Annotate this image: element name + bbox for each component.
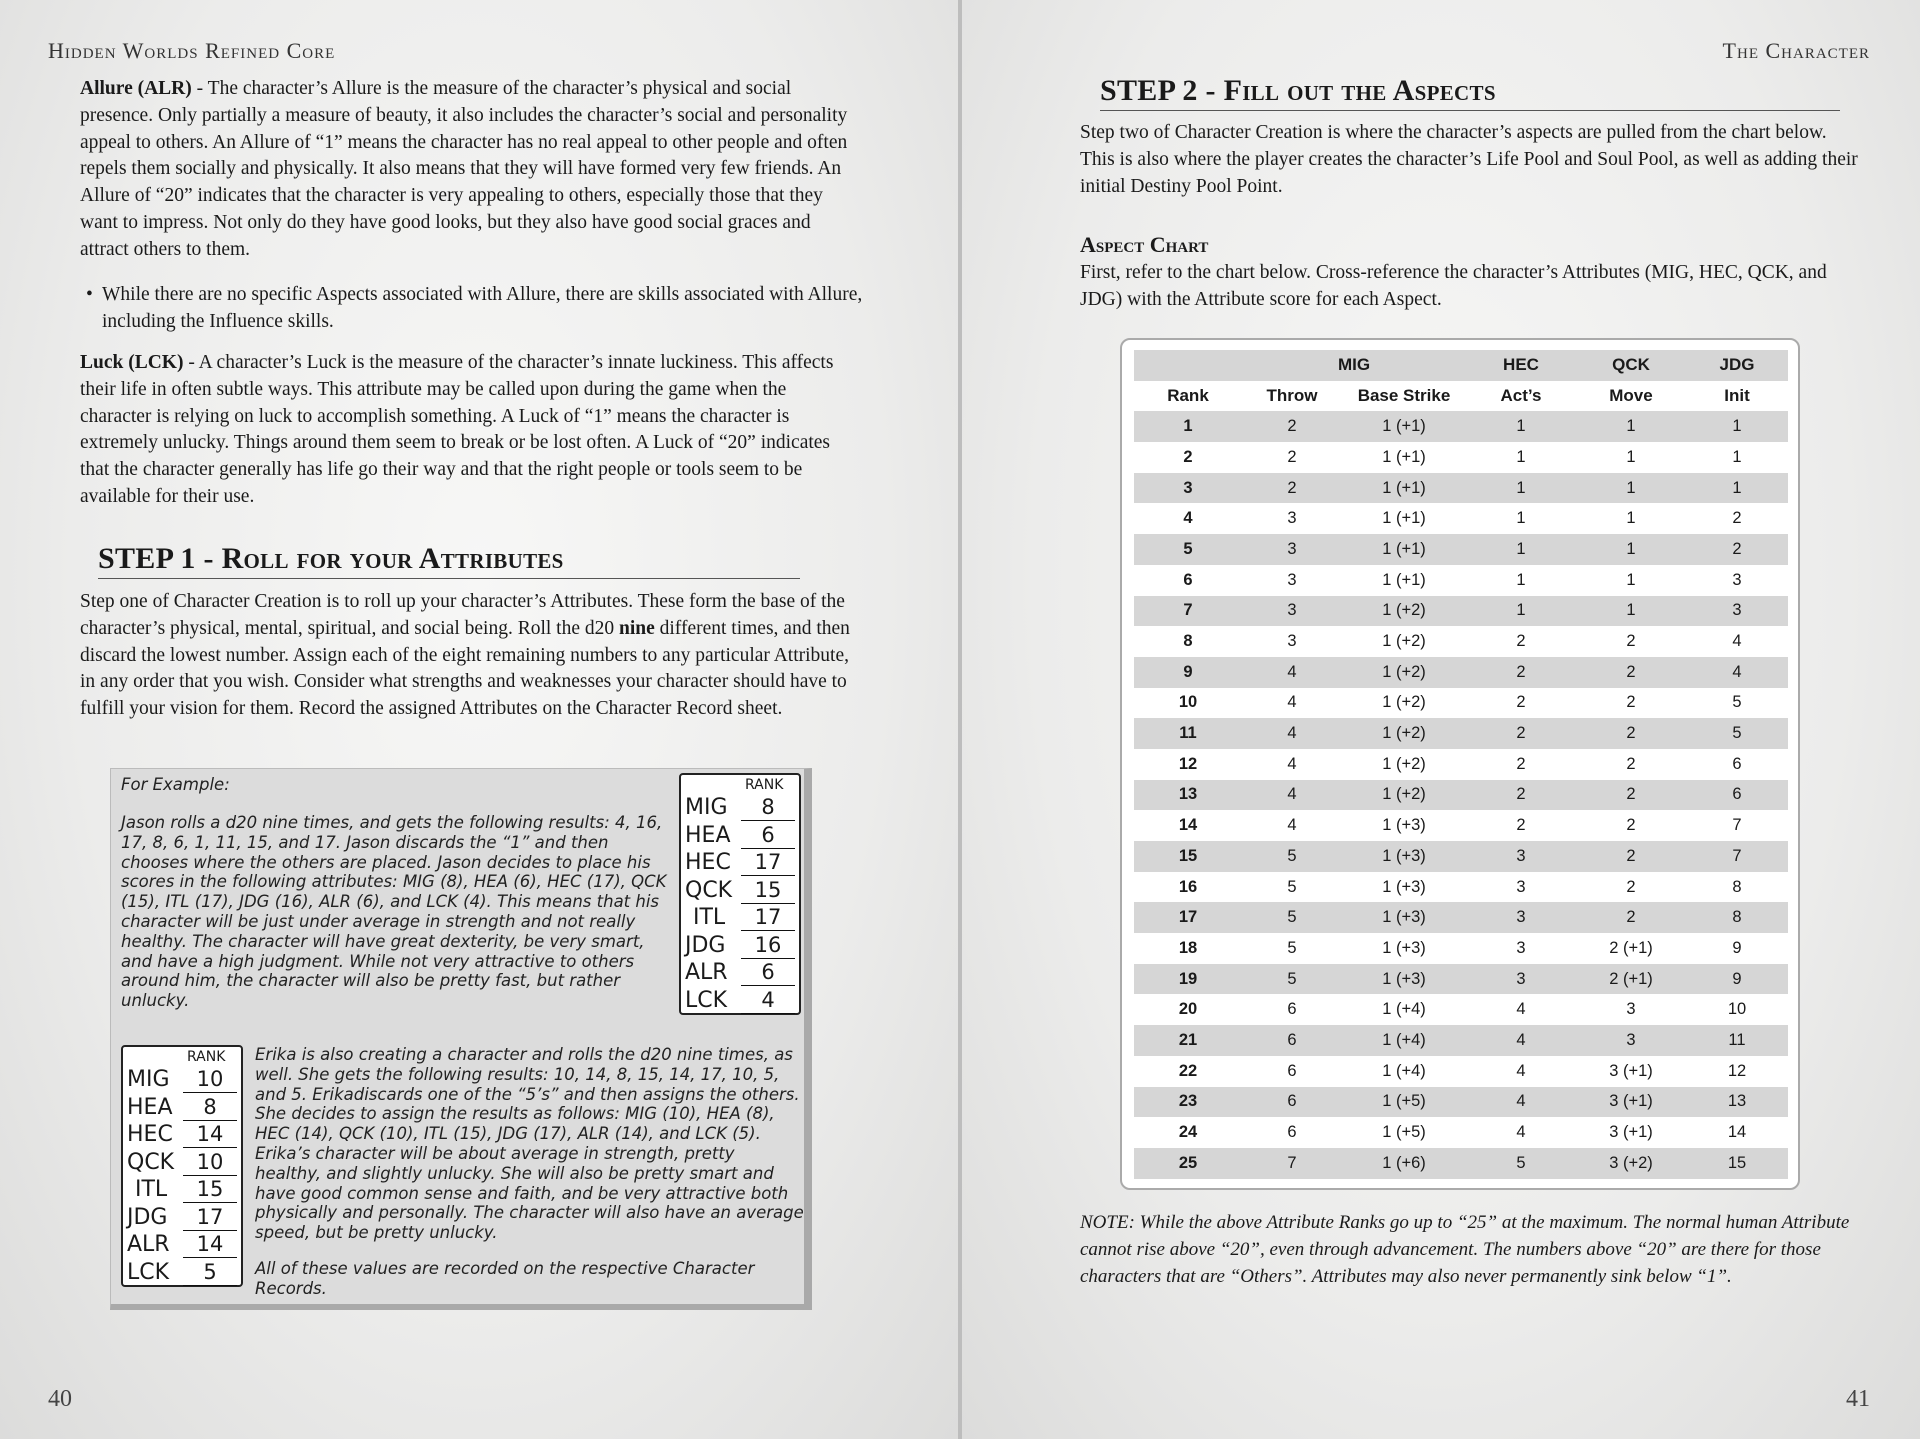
cell-init: 7 — [1686, 841, 1788, 872]
rank-card-value: 10 — [183, 1065, 237, 1093]
table-row — [1134, 964, 1788, 995]
cell-rank: 3 — [1134, 473, 1242, 504]
rank-card-value: 6 — [741, 821, 795, 849]
col-header-init: Init — [1724, 386, 1750, 406]
cell-rank: 11 — [1134, 718, 1242, 749]
rank-card-attr: MIG — [685, 795, 728, 820]
rank-card-attr: ITL — [693, 905, 726, 930]
cell-base-strike: 1 (+3) — [1342, 964, 1466, 995]
cell-throw: 6 — [1242, 1025, 1342, 1056]
cell-base-strike: 1 (+1) — [1382, 509, 1426, 528]
rank-card-value: 8 — [183, 1093, 237, 1121]
running-head-right: The Character — [1722, 38, 1870, 63]
cell-acts: 1 — [1516, 447, 1526, 466]
table-row — [1134, 688, 1788, 719]
cell-throw: 2 — [1287, 447, 1297, 466]
cell-rank: 1 — [1134, 411, 1242, 442]
cell-base-strike: 1 (+4) — [1342, 1025, 1466, 1056]
cell-base-strike: 1 (+3) — [1342, 841, 1466, 872]
cell-move: 1 — [1626, 570, 1636, 589]
cell-move: 2 — [1626, 693, 1636, 712]
table-row — [1134, 902, 1788, 933]
cell-acts: 3 — [1466, 964, 1576, 995]
cell-base-strike: 1 (+3) — [1382, 877, 1426, 896]
cell-base-strike: 1 (+2) — [1382, 632, 1426, 651]
cell-acts: 1 — [1466, 534, 1576, 565]
cell-base-strike: 1 (+2) — [1342, 718, 1466, 749]
table-row — [1134, 933, 1788, 964]
table-row — [1134, 994, 1788, 1025]
cell-acts: 2 — [1466, 780, 1576, 811]
cell-rank: 21 — [1134, 1025, 1242, 1056]
table-row — [1134, 596, 1788, 627]
cell-acts: 1 — [1516, 570, 1526, 589]
cell-throw: 3 — [1287, 632, 1297, 651]
col-header-move: Move — [1609, 386, 1653, 406]
table-row — [1134, 1148, 1788, 1179]
cell-init: 2 — [1686, 534, 1788, 565]
cell-acts: 3 — [1466, 841, 1576, 872]
allure-text: - The character’s Allure is the measure of the character’s physical and social presence. Only partially a measure of beauty, it also includes the character’s social and personality appeal to others. An Allure of “1” means the character has no real appeal to other people and often repels them socially and physically. It also means that they will have formed very few friends. An Allure of “20” indicates that the character is very appealing to others, especially those that they want to impress. Not only do they have good looks, but they also have good social graces and attract others to them. — [80, 78, 848, 260]
cell-base-strike: 1 (+6) — [1342, 1148, 1466, 1179]
erika-example-text: Erika is also creating a character and rolls the d20 nine times, as well. She gets the following results: 10, 14, 8, 15, 14, 17, 10, 5, and 5. Erikadiscards one of the “5’s” and then assigns the others. She decides to assign the results as follows: MIG (10), HEA (8), HEC (14), QCK (10), ITL (15), JDG (17), ALR (14), and LCK (5). Erika’s character will be about average in strength, pretty healthy, and slightly unlucky. She will also be pretty smart and have good common sense and faith, and be very attractive both physically and personally. The character will also have an average speed, but be pretty unlucky. — [255, 1045, 804, 1243]
rank-card-row — [127, 1067, 241, 1095]
cell-rank: 17 — [1134, 902, 1242, 933]
cell-base-strike: 1 (+3) — [1342, 902, 1466, 933]
cell-init: 5 — [1732, 693, 1742, 712]
rank-card-value: 4 — [741, 986, 795, 1014]
cell-rank: 14 — [1178, 816, 1198, 835]
table-row — [1134, 565, 1788, 596]
cell-init: 2 — [1732, 509, 1742, 528]
rank-card-attr: ITL — [135, 1177, 168, 1202]
rank-card-row — [127, 1205, 241, 1233]
cell-init: 3 — [1732, 570, 1742, 589]
rank-card-attr: HEC — [685, 850, 731, 875]
cell-rank: 9 — [1134, 657, 1242, 688]
cell-init: 8 — [1732, 877, 1742, 896]
step1-heading: STEP 1 - Roll for your Attributes — [98, 542, 800, 579]
col-header-acts: Act’s — [1500, 386, 1542, 406]
cell-move: 2 (+1) — [1609, 938, 1653, 957]
group-header-qck: QCK — [1576, 350, 1686, 381]
cell-acts: 4 — [1466, 1087, 1576, 1118]
cell-acts: 1 — [1466, 596, 1576, 627]
cell-rank: 19 — [1134, 964, 1242, 995]
table-row — [1134, 810, 1788, 841]
cell-throw: 4 — [1242, 780, 1342, 811]
cell-acts: 5 — [1466, 1148, 1576, 1179]
aspect-table-frame — [1120, 338, 1800, 1190]
rank-card-row — [685, 795, 799, 823]
erika-rank-card — [121, 1045, 243, 1287]
cell-throw: 4 — [1242, 657, 1342, 688]
table-row — [1134, 749, 1788, 780]
cell-rank: 25 — [1134, 1148, 1242, 1179]
cell-move: 2 — [1576, 841, 1686, 872]
rank-card-attr: LCK — [685, 987, 728, 1013]
cell-rank: 18 — [1178, 938, 1198, 957]
cell-rank: 23 — [1134, 1087, 1242, 1118]
cell-throw: 3 — [1242, 596, 1342, 627]
group-header-jdg: JDG — [1686, 350, 1788, 381]
table-column-header-row — [1134, 381, 1788, 412]
table-row — [1134, 1117, 1788, 1148]
cell-rank: 5 — [1134, 534, 1242, 565]
cell-init: 1 — [1686, 473, 1788, 504]
cell-base-strike: 1 (+5) — [1342, 1087, 1466, 1118]
cell-move: 3 (+1) — [1609, 1061, 1653, 1080]
cell-rank: 7 — [1134, 596, 1242, 627]
example-heading: For Example: — [121, 775, 230, 794]
cell-move: 3 (+1) — [1609, 1123, 1653, 1142]
rank-card-attr: JDG — [685, 932, 726, 958]
cell-rank: 20 — [1178, 1000, 1198, 1019]
table-row — [1134, 872, 1788, 903]
cell-init: 5 — [1686, 718, 1788, 749]
rank-card-value: 14 — [183, 1230, 237, 1258]
cell-rank: 22 — [1178, 1061, 1198, 1080]
cell-throw: 7 — [1242, 1148, 1342, 1179]
cell-move: 3 — [1576, 1025, 1686, 1056]
cell-throw: 5 — [1242, 841, 1342, 872]
cell-move: 3 (+2) — [1576, 1148, 1686, 1179]
attribute-note: NOTE: While the above Attribute Ranks go up to “25” at the maximum. The normal human Attribute cannot rise above “20”, even through advancement. The numbers above “20” are there for those characters that are “Others”. Attributes may also never permanently sink below “1”. — [1080, 1212, 1850, 1287]
cell-throw: 5 — [1287, 938, 1297, 957]
rank-card-attr: JDG — [127, 1204, 168, 1230]
cell-throw: 2 — [1242, 411, 1342, 442]
allure-bullet-text: While there are no specific Aspects associated with Allure, there are skills associated with Allure, including the Influence skills. — [102, 284, 863, 332]
cell-acts: 3 — [1516, 877, 1526, 896]
cell-acts: 3 — [1466, 902, 1576, 933]
cell-throw: 3 — [1287, 509, 1297, 528]
table-row — [1134, 1056, 1788, 1087]
rank-card-row — [685, 823, 799, 851]
rank-card-attr: QCK — [127, 1149, 175, 1175]
table-row — [1134, 534, 1788, 565]
step1-bold: nine — [619, 617, 655, 639]
step2-paragraph: Step two of Character Creation is where the character’s aspects are pulled from the chart below. This is also where the player creates the character’s Life Pool and Soul Pool, as well as adding their initial Destiny Pool Point. — [1080, 122, 1858, 197]
cell-acts: 2 — [1516, 754, 1526, 773]
table-row — [1134, 718, 1788, 749]
rank-card-row — [685, 960, 799, 988]
table-row — [1134, 442, 1788, 473]
cell-init: 12 — [1727, 1061, 1747, 1080]
step2-heading: STEP 2 - Fill out the Aspects — [1100, 74, 1840, 111]
cell-init: 13 — [1686, 1087, 1788, 1118]
group-header-mig: MIG — [1242, 350, 1466, 381]
cell-throw: 4 — [1287, 693, 1297, 712]
rank-card-row — [127, 1232, 241, 1260]
cell-acts: 1 — [1466, 411, 1576, 442]
cell-base-strike: 1 (+2) — [1382, 693, 1426, 712]
cell-init: 10 — [1727, 1000, 1747, 1019]
cell-acts: 4 — [1516, 1061, 1526, 1080]
cell-base-strike: 1 (+4) — [1382, 1000, 1426, 1019]
cell-init: 9 — [1732, 938, 1742, 957]
cell-acts: 2 — [1466, 718, 1576, 749]
cell-move: 2 (+1) — [1576, 964, 1686, 995]
cell-init: 15 — [1686, 1148, 1788, 1179]
luck-text: - A character’s Luck is the measure of the character’s innate luckiness. This affects their life in often subtle ways. This attribute may be called upon during the game when the character is relying on luck to accomplish something. A Luck of “1” means the character is extremely unlucky. Things around them seem to break or be lost often. A Luck of “20” indicates that the character generally has life go their way and that the right people or tools seem to be available for their use. — [80, 352, 834, 507]
rank-card-attr: ALR — [685, 960, 728, 985]
rank-card-value: 6 — [741, 958, 795, 986]
cell-base-strike: 1 (+1) — [1342, 473, 1466, 504]
cell-rank: 16 — [1178, 877, 1198, 896]
cell-move: 1 — [1626, 509, 1636, 528]
cell-rank: 15 — [1134, 841, 1242, 872]
cell-throw: 4 — [1287, 816, 1297, 835]
cell-move: 2 — [1576, 657, 1686, 688]
running-head-left: Hidden Worlds Refined Core — [48, 38, 336, 63]
table-group-header-row — [1134, 350, 1788, 381]
group-header-hec: HEC — [1466, 350, 1576, 381]
cell-rank: 2 — [1183, 447, 1193, 466]
cell-init: 4 — [1732, 632, 1742, 651]
cell-base-strike: 1 (+3) — [1382, 938, 1426, 957]
cell-move: 2 — [1626, 632, 1636, 651]
luck-term: Luck (LCK) — [80, 352, 184, 373]
cell-init: 1 — [1732, 447, 1742, 466]
rank-card-row — [685, 933, 799, 961]
rank-card-value: 14 — [183, 1120, 237, 1148]
table-row — [1134, 841, 1788, 872]
table-row — [1134, 503, 1788, 534]
cell-base-strike: 1 (+5) — [1382, 1123, 1426, 1142]
cell-init: 8 — [1686, 902, 1788, 933]
bullet-icon: • — [86, 284, 93, 305]
cell-rank: 8 — [1183, 632, 1193, 651]
page-number-left: 40 — [48, 1386, 72, 1412]
jason-rank-card — [679, 773, 801, 1015]
cell-move: 2 — [1576, 902, 1686, 933]
luck-paragraph — [80, 350, 860, 511]
cell-acts: 1 — [1466, 473, 1576, 504]
cell-throw: 6 — [1287, 1123, 1297, 1142]
col-header-rank: Rank — [1167, 386, 1209, 406]
cell-move: 2 — [1626, 877, 1636, 896]
rank-card-row — [685, 988, 799, 1016]
cell-init: 6 — [1732, 754, 1742, 773]
cell-init: 1 — [1686, 411, 1788, 442]
cell-acts: 2 — [1516, 632, 1526, 651]
cell-base-strike: 1 (+1) — [1342, 411, 1466, 442]
rank-card-row — [685, 905, 799, 933]
cell-rank: 24 — [1178, 1123, 1198, 1142]
cell-base-strike: 1 (+2) — [1342, 657, 1466, 688]
example-box — [110, 768, 812, 1310]
rank-card-row — [127, 1150, 241, 1178]
cell-move: 2 — [1626, 754, 1636, 773]
cell-acts: 2 — [1516, 693, 1526, 712]
cell-throw: 4 — [1242, 718, 1342, 749]
cell-acts: 4 — [1466, 1025, 1576, 1056]
cell-rank: 4 — [1183, 509, 1193, 528]
cell-init: 3 — [1686, 596, 1788, 627]
cell-base-strike: 1 (+1) — [1342, 534, 1466, 565]
cell-move: 2 — [1576, 718, 1686, 749]
closing-example-text: All of these values are recorded on the respective Character Records. — [255, 1259, 755, 1298]
cell-init: 14 — [1727, 1123, 1747, 1142]
cell-acts: 4 — [1516, 1000, 1526, 1019]
rank-card-attr: LCK — [127, 1259, 170, 1285]
rank-card-row — [127, 1095, 241, 1123]
allure-paragraph — [80, 76, 860, 264]
step1-text-a: Step one of Character Creation is to roll up your character’s Attributes. These form the base of the character’s physical, mental, spiritual, and social being. Roll the d20 — [80, 591, 845, 639]
cell-init: 7 — [1732, 816, 1742, 835]
table-row — [1134, 657, 1788, 688]
rank-card-row — [127, 1177, 241, 1205]
rank-card-row — [127, 1122, 241, 1150]
rank-card-value: 17 — [741, 848, 795, 876]
rank-card-value: 15 — [183, 1175, 237, 1203]
cell-base-strike: 1 (+2) — [1342, 780, 1466, 811]
table-row — [1134, 1087, 1788, 1118]
rank-card-value: 17 — [183, 1203, 237, 1231]
allure-term: Allure (ALR) — [80, 78, 192, 99]
cell-throw: 5 — [1242, 902, 1342, 933]
rank-card-value: 8 — [741, 793, 795, 821]
table-row — [1134, 780, 1788, 811]
rank-card-attr: HEA — [127, 1094, 173, 1120]
table-row — [1134, 411, 1788, 442]
cell-init: 6 — [1686, 780, 1788, 811]
cell-rank: 12 — [1178, 754, 1198, 773]
cell-throw: 3 — [1287, 570, 1297, 589]
cell-rank: 13 — [1134, 780, 1242, 811]
table-row — [1134, 1025, 1788, 1056]
table-row — [1134, 626, 1788, 657]
cell-throw: 6 — [1287, 1000, 1297, 1019]
step1-text-b: different times, and then discard the lowest number. Assign each of the eight remaining numbers to any particular Attribute, in any order that you wish. Consider what strengths and weaknesses your character should have to fulfill your vision for them. Record the assigned Attributes on the Character Record sheet. — [80, 617, 850, 720]
cell-acts: 2 — [1466, 657, 1576, 688]
cell-rank: 10 — [1178, 693, 1198, 712]
cell-acts: 3 — [1516, 938, 1526, 957]
cell-rank: 6 — [1183, 570, 1193, 589]
rank-card-value: 16 — [741, 931, 795, 959]
cell-init: 9 — [1686, 964, 1788, 995]
allure-bullet — [86, 282, 866, 336]
cell-acts: 4 — [1516, 1123, 1526, 1142]
rank-card-attr: QCK — [685, 877, 733, 903]
rank-card-row — [127, 1260, 241, 1288]
cell-base-strike: 1 (+1) — [1382, 447, 1426, 466]
jason-example-text: Jason rolls a d20 nine times, and gets the following results: 4, 16, 17, 8, 6, 1, 11, 15, and 17. Jason discards the “1” and then chooses where the others are placed. Jason decides to place his scores in the following attributes: MIG (8), HEA (6), HEC (17), QCK (15), ITL (17), JDG (16), ALR (6), and LCK (4). This means that his character will be just under average in strength and not really healthy. The character will have great dexterity, be very smart, and have a high judgment. While not very attractive to others around him, the character will also be pretty fast, but rather unlucky. — [121, 813, 667, 1011]
rank-card-attr: ALR — [127, 1232, 170, 1257]
cell-move: 3 — [1626, 1000, 1636, 1019]
rank-card-row — [685, 850, 799, 878]
cell-acts: 1 — [1516, 509, 1526, 528]
cell-base-strike: 1 (+3) — [1382, 816, 1426, 835]
rank-card-attr: HEA — [685, 822, 731, 848]
cell-move: 1 — [1626, 447, 1636, 466]
rank-card-value: 15 — [741, 876, 795, 904]
aspect-table — [1134, 350, 1788, 1179]
page-number-right: 41 — [1846, 1386, 1870, 1412]
rank-card-value: 5 — [183, 1258, 237, 1286]
cell-move: 2 — [1576, 780, 1686, 811]
rank-card-value: 10 — [183, 1148, 237, 1176]
rank-card-attr: HEC — [127, 1122, 173, 1147]
cell-throw: 6 — [1287, 1061, 1297, 1080]
cell-throw: 3 — [1242, 534, 1342, 565]
cell-base-strike: 1 (+2) — [1382, 754, 1426, 773]
group-header-blank — [1134, 350, 1242, 381]
cell-move: 1 — [1576, 473, 1686, 504]
table-row — [1134, 473, 1788, 504]
rank-card-row — [685, 878, 799, 906]
cell-init: 4 — [1686, 657, 1788, 688]
rank-card-attr: MIG — [127, 1067, 170, 1092]
cell-base-strike: 1 (+2) — [1342, 596, 1466, 627]
cell-throw: 5 — [1287, 877, 1297, 896]
cell-init: 11 — [1686, 1025, 1788, 1056]
step1-paragraph — [80, 589, 860, 723]
cell-acts: 2 — [1516, 816, 1526, 835]
cell-throw: 5 — [1242, 964, 1342, 995]
cell-throw: 6 — [1242, 1087, 1342, 1118]
cell-move: 1 — [1576, 534, 1686, 565]
cell-move: 3 (+1) — [1576, 1087, 1686, 1118]
cell-move: 1 — [1576, 411, 1686, 442]
aspect-chart-paragraph: First, refer to the chart below. Cross-reference the character’s Attributes (MIG, HEC, QCK, and JDG) with the Attribute score for each Aspect. — [1080, 262, 1827, 310]
cell-throw: 4 — [1287, 754, 1297, 773]
rank-label: RANK — [187, 1049, 226, 1065]
cell-base-strike: 1 (+1) — [1382, 570, 1426, 589]
col-header-throw: Throw — [1266, 386, 1318, 406]
cell-move: 2 — [1626, 816, 1636, 835]
rank-label: RANK — [745, 777, 784, 793]
cell-move: 1 — [1576, 596, 1686, 627]
cell-base-strike: 1 (+4) — [1382, 1061, 1426, 1080]
col-header-base-strike: Base Strike — [1357, 386, 1451, 406]
left-page — [0, 0, 958, 1439]
aspect-chart-heading: Aspect Chart — [1080, 232, 1209, 257]
rank-card-value: 17 — [741, 903, 795, 931]
cell-throw: 2 — [1242, 473, 1342, 504]
